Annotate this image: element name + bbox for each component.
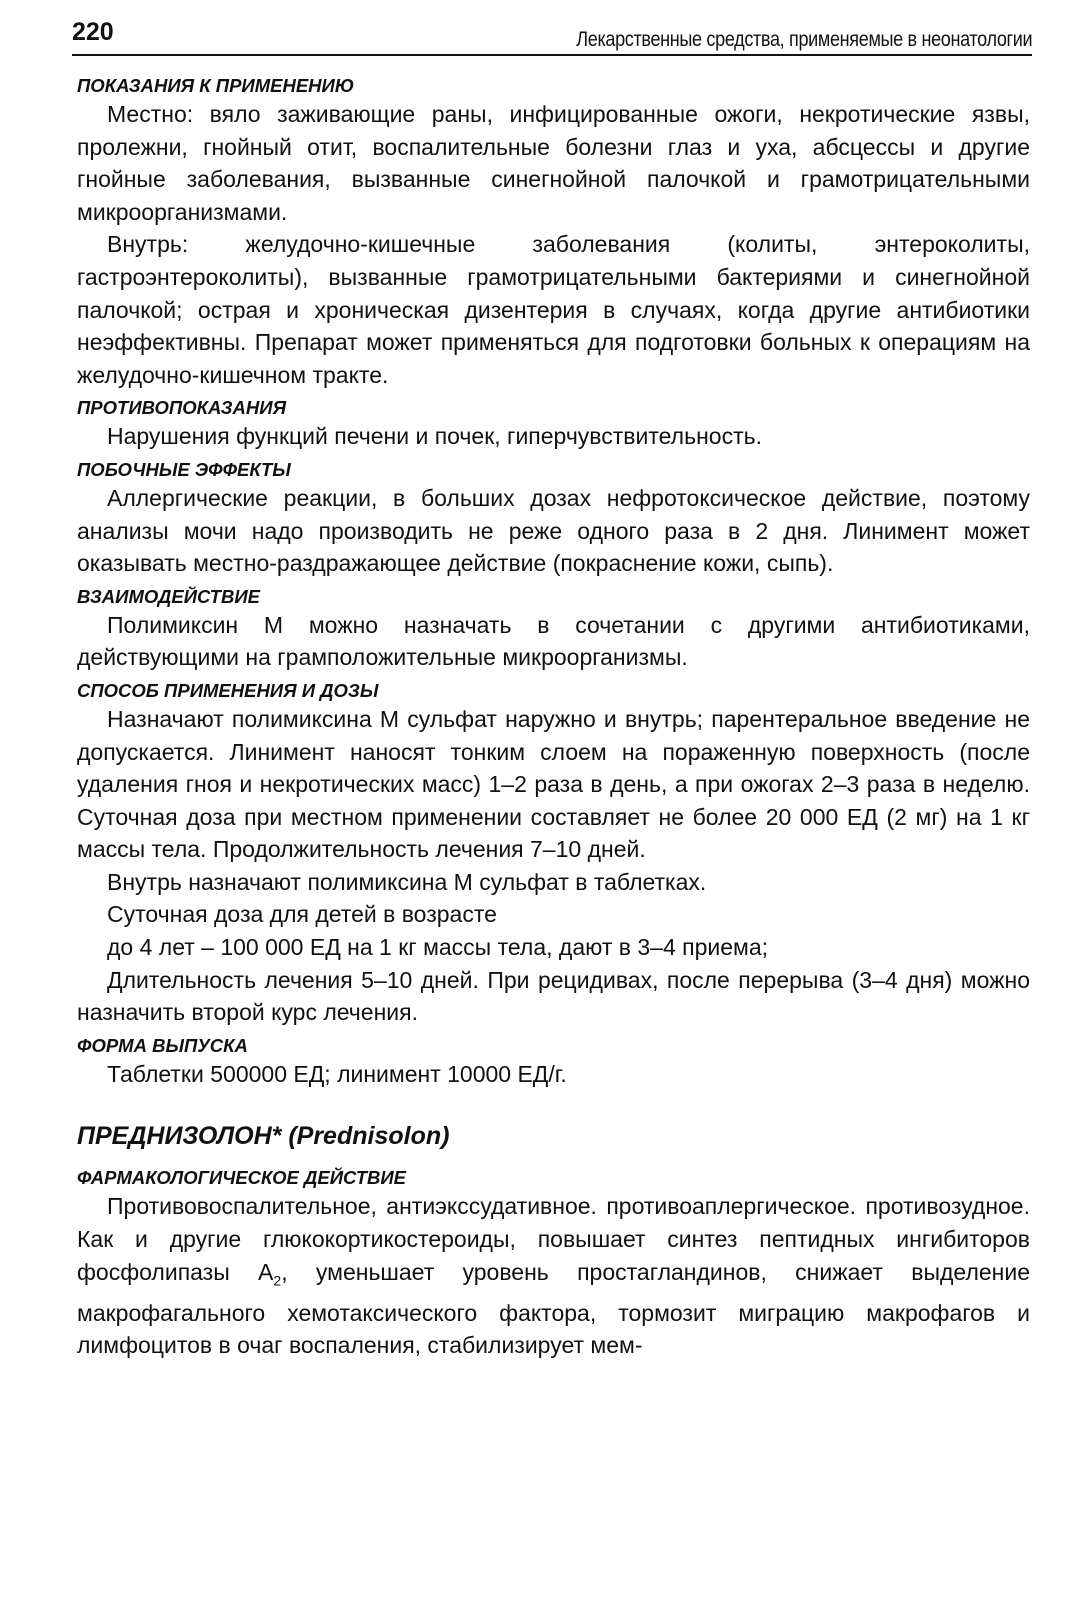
section-heading: ПОБОЧНЫЕ ЭФФЕКТЫ	[77, 458, 291, 480]
section-heading: ФОРМА ВЫПУСКА	[77, 1034, 248, 1056]
paragraph: до 4 лет – 100 000 ЕД на 1 кг массы тела, дают в 3–4 приема;	[107, 934, 769, 961]
paragraph: Длительность лечения 5–10 дней. При рецидивах, после перерыва (3–4 дня) можно назначить второй курс лечения.	[77, 966, 1030, 1026]
section-heading: ФАРМАКОЛОГИЧЕСКОЕ ДЕЙСТВИЕ	[77, 1167, 407, 1189]
paragraph-text: , уменьшает уровень простагландинов, снижает выделение макрофагального хемотаксического фактора, тормозит миграцию макрофагов и лимфоцитов в очаг воспаления, стабилизирует мем-	[77, 1258, 1030, 1359]
paragraph: Внутрь: желудочно-кишечные заболевания (колиты, энтероколиты, гастроэнтероколиты), вызванные грамотрицательными бактериями и синегнойной палочкой; острая и хроническая дизентерия в случаях, когда другие антибиотики неэффективны. Препарат может применяться для подготовки больных к операциям на желудочно-кишечном тракте.	[77, 231, 1030, 388]
page-number: 220	[72, 18, 114, 46]
page-content	[77, 74, 1030, 1362]
section-interaction	[77, 585, 1030, 674]
paragraph: Таблетки 500000 ЕД; линимент 10000 ЕД/г.	[107, 1060, 567, 1087]
subscript: 2	[273, 1272, 282, 1289]
section-contraindications	[77, 396, 1030, 453]
section-side-effects	[77, 458, 1030, 580]
section-pharmacology	[77, 1166, 1030, 1362]
paragraph: Внутрь назначают полимиксина М сульфат в таблетках.	[107, 868, 707, 895]
paragraph: Нарушения функций печени и почек, гиперчувствительность.	[107, 423, 762, 450]
paragraph: Местно: вяло заживающие раны, инфицированные ожоги, некротические язвы, пролежни, гнойный отит, воспалительные болезни глаз и уха, абсцессы и другие гнойные заболевания, вызванные синегнойной палочкой и грамотрицательными микроорганизмами.	[77, 101, 1030, 225]
paragraph: Полимиксин М можно назначать в сочетании с другими антибиотиками, действующими на грамположительные микроорганизмы.	[77, 611, 1030, 671]
section-heading: ПОКАЗАНИЯ К ПРИМЕНЕНИЮ	[77, 75, 355, 96]
section-heading: ВЗАИМОДЕЙСТВИЕ	[77, 585, 260, 607]
drug-title: ПРЕДНИЗОЛОН* (Prednisolon)	[77, 1122, 450, 1151]
paragraph: Суточная доза для детей в возрасте	[107, 901, 497, 928]
section-release-form	[77, 1034, 1030, 1091]
section-heading: СПОСОБ ПРИМЕНЕНИЯ И ДОЗЫ	[77, 679, 379, 701]
paragraph	[77, 1190, 1030, 1362]
paragraph-text: Противовоспалительное, антиэкссудативное. противоаплергическое. противозудное. Как и другие глюкокортикостероиды, повышает синтез пептидных ингибиторов фосфолипазы А	[77, 1193, 1030, 1285]
page-header	[72, 14, 1032, 56]
paragraph: Назначают полимиксина М сульфат наружно и внутрь; парентеральное введение не допускается. Линимент наносят тонким слоем на пораженную поверхность (после удаления гноя и некротических масс) 1–2 раза в день, а при ожогах 2–3 раза в неделю. Суточная доза при местном применении составляет не более 20 000 ЕД (2 мг) на 1 кг массы тела. Продолжительность лечения 7–10 дней.	[77, 705, 1030, 863]
section-heading: ПРОТИВОПОКАЗАНИЯ	[77, 397, 287, 419]
running-title: Лекарственные средства, применяемые в неонатологии	[575, 28, 1032, 51]
section-indications	[77, 74, 1030, 391]
paragraph: Аллергические реакции, в больших дозах нефротоксическое действие, поэтому анализы мочи надо производить не реже одного раза в 2 дня. Линимент может оказывать местно-раздражающее действие (покраснение кожи, сыпь).	[77, 484, 1030, 577]
section-dosage	[77, 679, 1030, 1029]
